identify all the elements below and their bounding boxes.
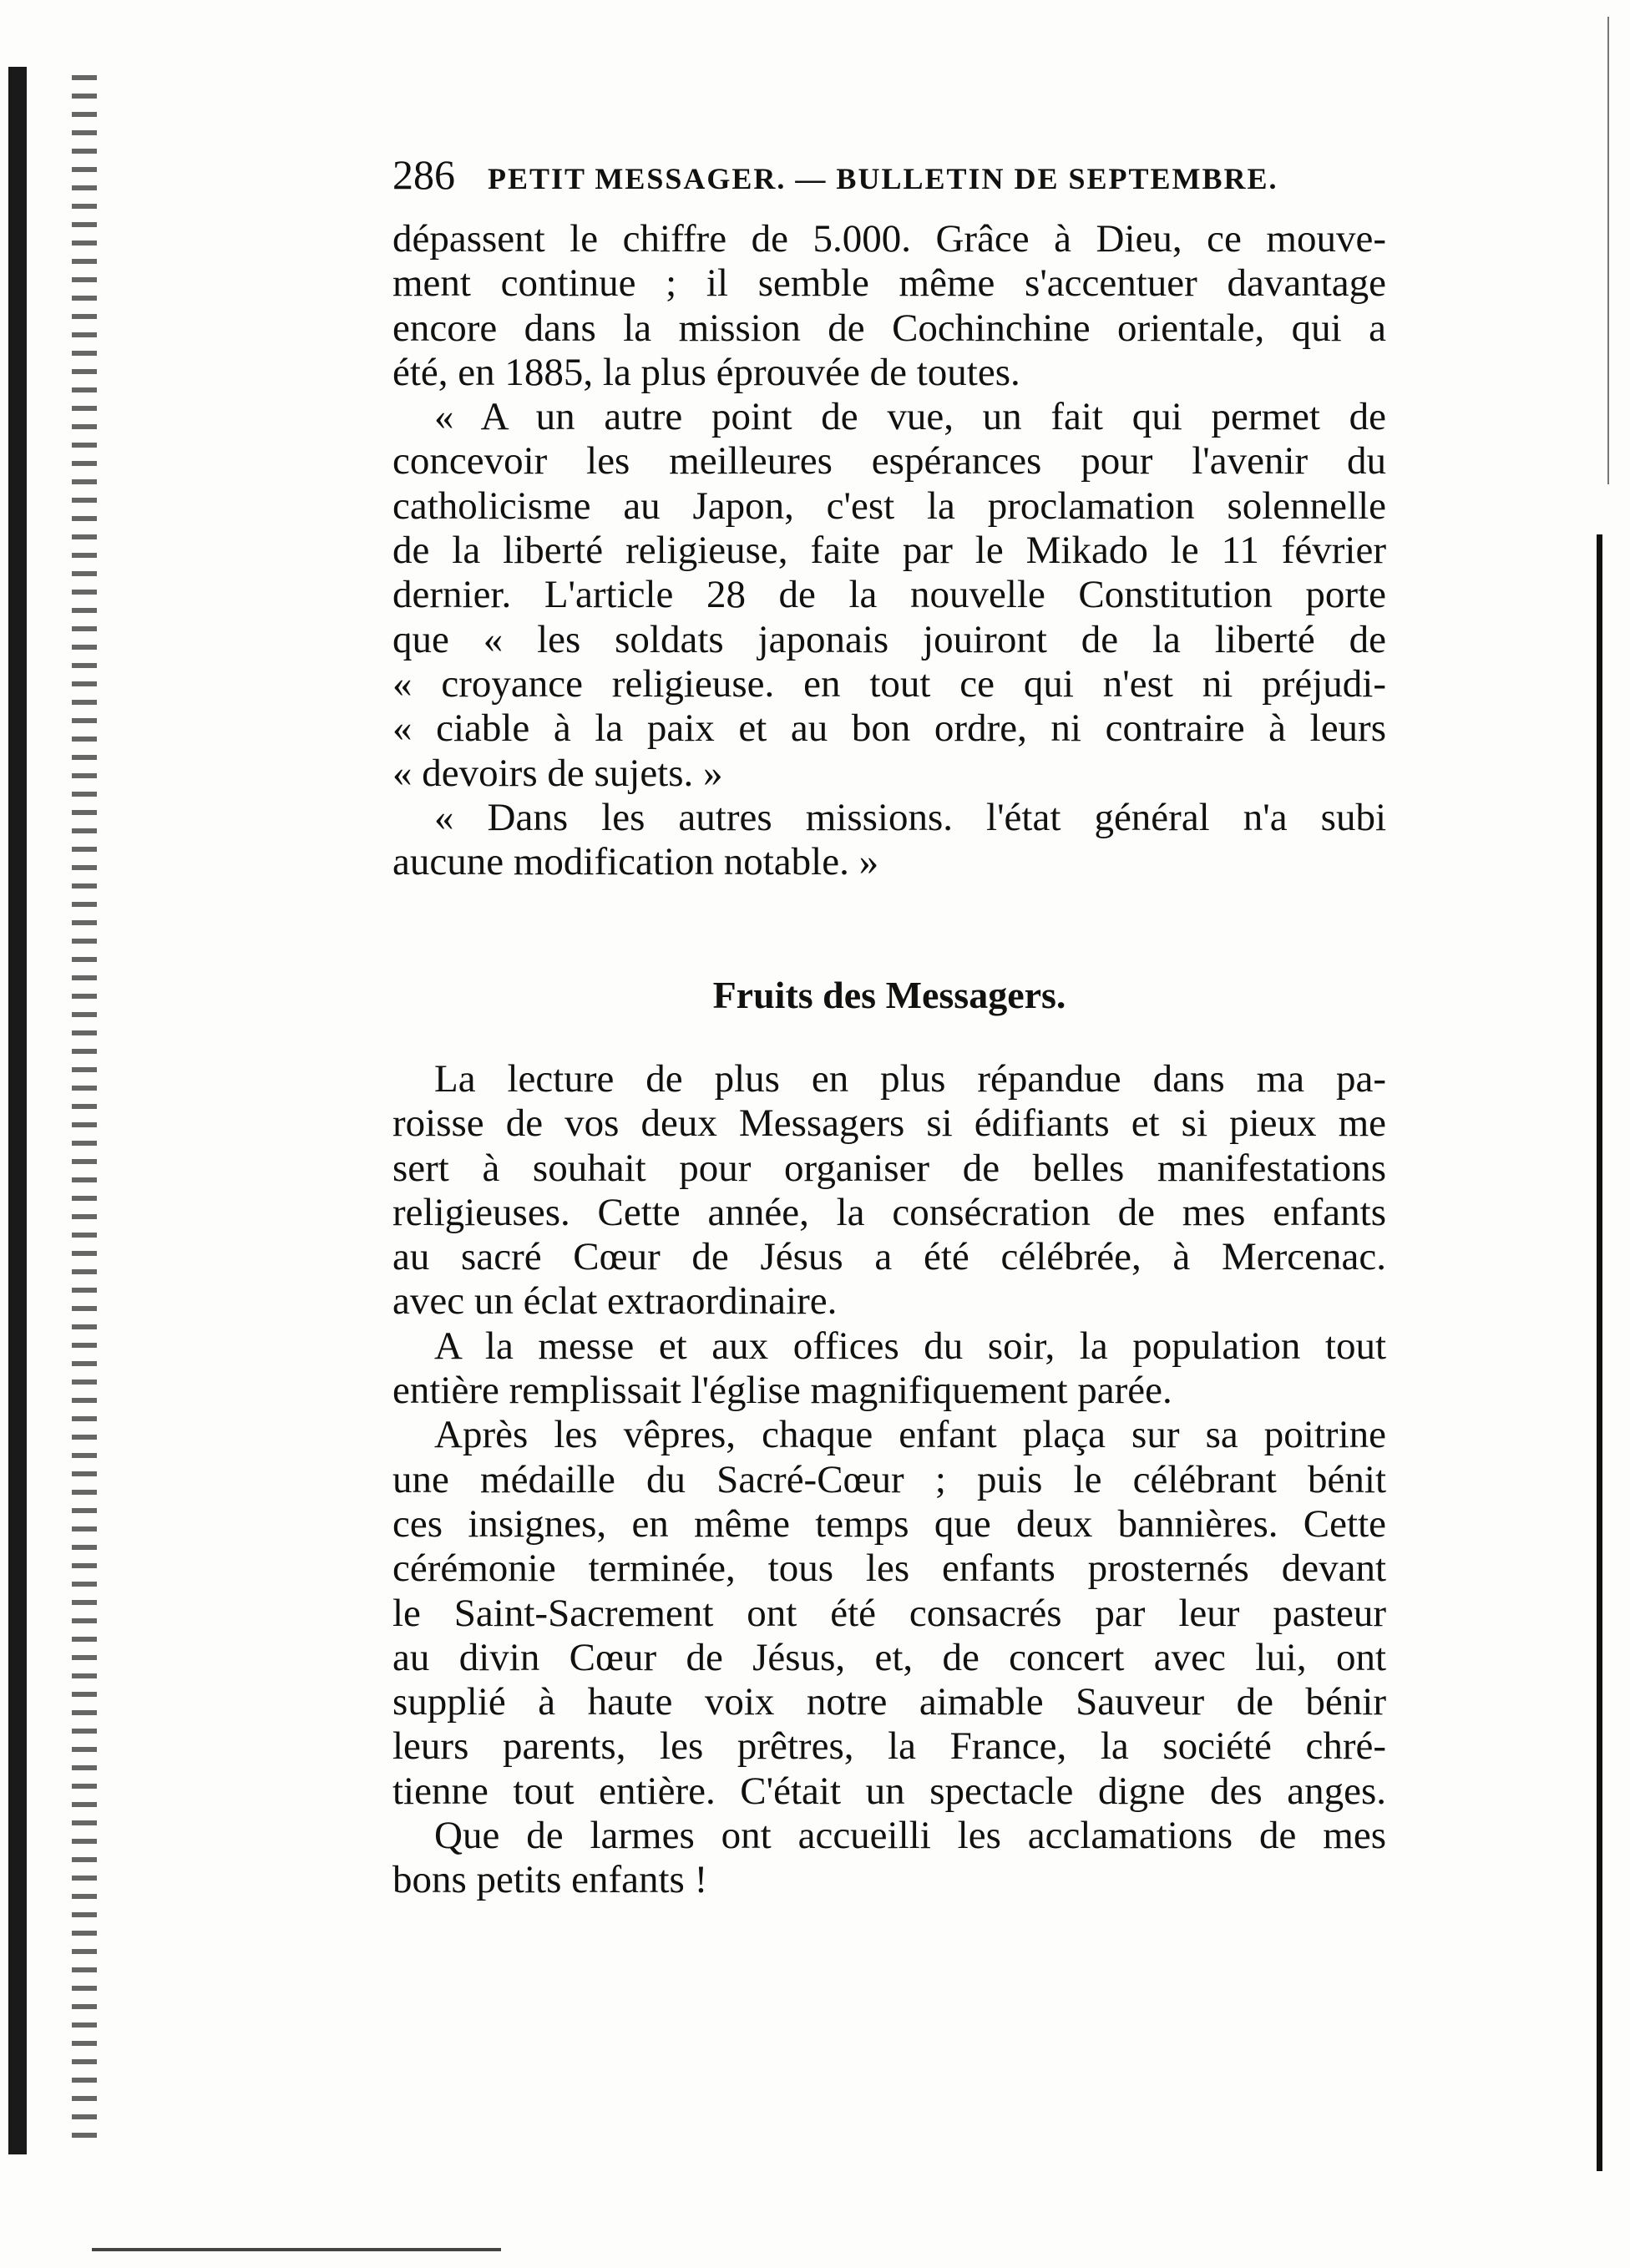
text-line: dépassent le chiffre de 5.000. Grâce à Dieu, ce mouve-: [392, 217, 1386, 261]
section-title: Fruits des Messagers.: [712, 974, 1066, 1016]
running-title: PETIT MESSAGER. — BULLETIN DE SEPTEMBRE.: [488, 162, 1278, 195]
page-edge-shadow: [1597, 534, 1602, 2171]
text-line: Que de larmes ont accueilli les acclamations de mes: [434, 1814, 1386, 1858]
text-line: cérémonie terminée, tous les enfants prosternés devant: [392, 1547, 1386, 1591]
running-header: [392, 150, 1386, 199]
text-line: supplié à haute voix notre aimable Sauveur de bénir: [392, 1680, 1386, 1724]
text-line: que « les soldats japonais jouiront de la liberté de: [392, 617, 1386, 661]
text-line: Après les vêpres, chaque enfant plaça sur sa poitrine: [434, 1413, 1386, 1457]
text-line: roisse de vos deux Messagers si édifiants et si pieux me: [392, 1101, 1386, 1146]
text-line: tienne tout entière. C'était un spectacle digne des anges.: [392, 1769, 1386, 1813]
text-line: concevoir les meilleures espérances pour l'avenir du: [392, 439, 1386, 483]
text-line: « croyance religieuse. en tout ce qui n'est ni préjudi-: [392, 661, 1386, 706]
text-line: La lecture de plus en plus répandue dans ma pa-: [434, 1057, 1386, 1101]
text-line: « A un autre point de vue, un fait qui permet de: [434, 395, 1386, 439]
text-line: religieuses. Cette année, la consécration de mes enfants: [392, 1190, 1386, 1234]
text-line: de la liberté religieuse, faite par le Mikado le 11 février: [392, 529, 1386, 573]
text-line: bons petits enfants !: [392, 1858, 708, 1902]
text-line: « ciable à la paix et au bon ordre, ni contraire à leurs: [392, 706, 1386, 751]
text-line: A la messe et aux offices du soir, la population tout: [434, 1324, 1386, 1368]
page-number: 286: [392, 151, 455, 198]
section-2-text: [392, 1057, 1386, 1903]
binding-stitching: [72, 75, 97, 2146]
text-line: leurs parents, les prêtres, la France, la société chré-: [392, 1724, 1386, 1769]
text-line: entière remplissait l'église magnifiquement parée.: [392, 1369, 1172, 1413]
text-line: au sacré Cœur de Jésus a été célébrée, à Mercenac.: [392, 1235, 1386, 1279]
text-line: au divin Cœur de Jésus, et, de concert avec lui, ont: [392, 1635, 1386, 1679]
text-line: « devoirs de sujets. »: [392, 751, 723, 795]
section-1-text: [392, 217, 1386, 884]
text-line: avec un éclat extraordinaire.: [392, 1279, 838, 1324]
text-line: ment continue ; il semble même s'accentuer davantage: [392, 261, 1386, 306]
text-line: dernier. L'article 28 de la nouvelle Constitution porte: [392, 573, 1386, 617]
text-line: le Saint-Sacrement ont été consacrés par leur pasteur: [392, 1591, 1386, 1635]
text-line: encore dans la mission de Cochinchine orientale, qui a: [392, 306, 1386, 350]
text-line: été, en 1885, la plus éprouvée de toutes.: [392, 350, 1020, 394]
text-line: sert à souhait pour organiser de belles manifestations: [392, 1146, 1386, 1190]
binding-shadow: [8, 67, 27, 2154]
text-line: catholicisme au Japon, c'est la proclamation solennelle: [392, 483, 1386, 528]
text-line: une médaille du Sacré-Cœur ; puis le célébrant bénit: [392, 1457, 1386, 1501]
page-edge-line: [1607, 17, 1609, 484]
bottom-edge-mark: [92, 2248, 501, 2251]
text-line: « Dans les autres missions. l'état général n'a subi: [434, 795, 1386, 839]
text-line: aucune modification notable. »: [392, 840, 879, 884]
text-line: ces insignes, en même temps que deux bannières. Cette: [392, 1501, 1386, 1546]
